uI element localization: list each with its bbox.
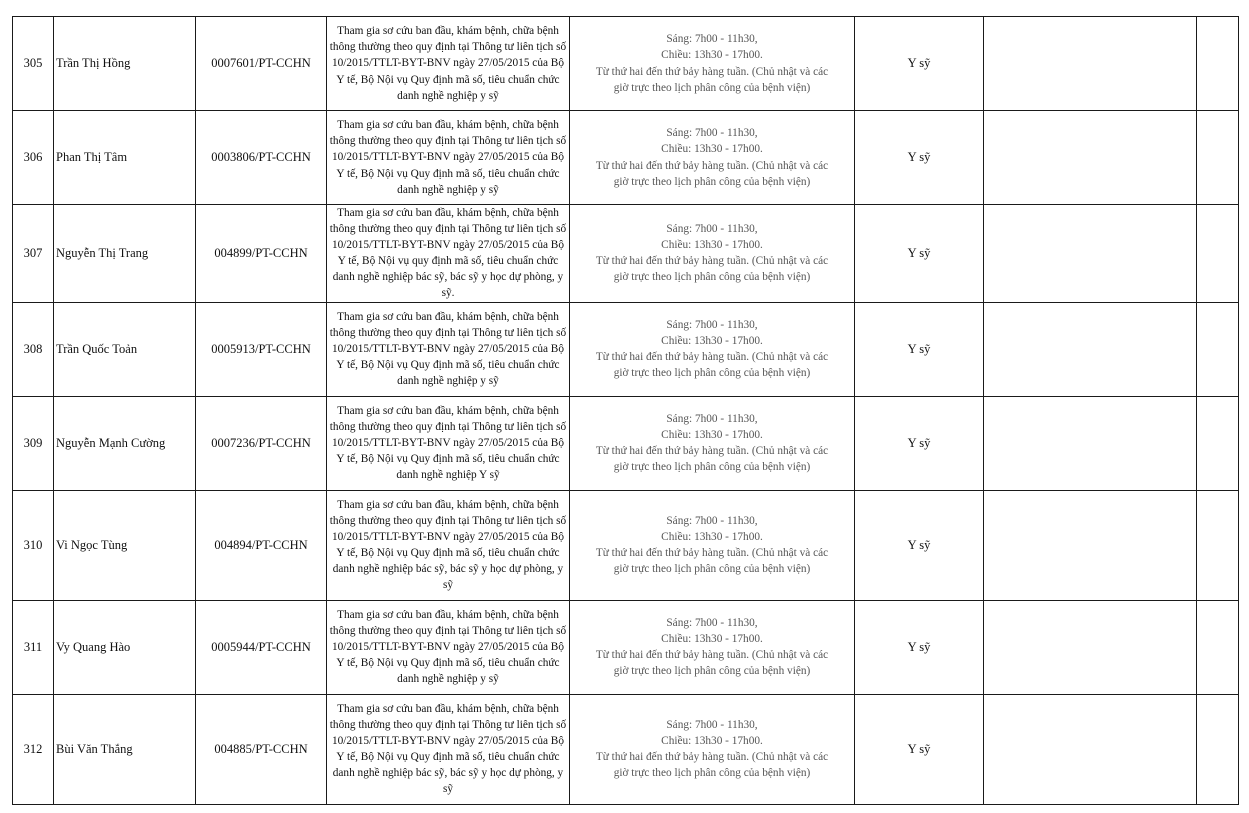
practice-scope-text: Tham gia sơ cứu ban đầu, khám bệnh, chữa bệnh thông thường theo quy định tại Thông tư liên tịch số 10/2015/TTLT-BYT-BNV ngày 27/05/2015 của Bộ Y tế, Bộ Nội vụ Quy định mã số, tiêu chuẩn chức danh nghề nghiệp y sỹ [329, 119, 567, 196]
certificate-number: 004894/PT-CCHN [196, 490, 327, 600]
practice-scope [327, 694, 570, 804]
working-hours-days: Từ thứ hai đến thứ bảy hàng tuần. (Chủ nhật và các [595, 159, 829, 172]
working-hours-morning: Sáng: 7h00 - 11h30, [666, 33, 758, 46]
practice-scope-text: Tham gia sơ cứu ban đầu, khám bệnh, chữa bệnh thông thường theo quy định tại Thông tư liên tịch số 10/2015/TTLT-BYT-BNV ngày 27/05/2015 của Bộ Y tế, Bộ Nội vụ Quy định mã số, tiêu chuẩn chức danh nghề nghiệp Y sỹ [329, 404, 567, 482]
working-hours-note: giờ trực theo lịch phân công của bệnh viện) [613, 175, 811, 188]
certificate-number: 0007601/PT-CCHN [196, 17, 327, 111]
empty-cell [1197, 600, 1239, 694]
practice-scope-text: Tham gia sơ cứu ban đầu, khám bệnh, chữa bệnh thông thường theo quy định tại Thông tư liên tịch số 10/2015/TTLT-BYT-BNV ngày 27/05/2015 của Bộ Y tế, Bộ Nội vụ Quy định mã số, tiêu chuẩn chức danh nghề nghiệp bác sỹ, bác sỹ y học dự phòng, y sỹ [329, 702, 567, 796]
practice-scope [327, 205, 570, 303]
job-title: Y sỹ [855, 17, 984, 111]
working-hours-morning: Sáng: 7h00 - 11h30, [666, 412, 758, 425]
certificate-number: 0003806/PT-CCHN [196, 111, 327, 205]
empty-cell [984, 302, 1197, 396]
practice-scope [327, 490, 570, 600]
row-number: 307 [13, 205, 54, 303]
practice-scope-text: Tham gia sơ cứu ban đầu, khám bệnh, chữa bệnh thông thường theo quy định tại Thông tư liên tịch số 10/2015/TTLT-BYT-BNV ngày 27/05/2015 của Bộ Y tế, Bộ Nội vụ Quy định mã số, tiêu chuẩn chức danh nghề nghiệp y sỹ [329, 608, 567, 686]
empty-cell [984, 490, 1197, 600]
empty-cell [1197, 17, 1239, 111]
empty-cell [984, 396, 1197, 490]
working-hours [570, 111, 855, 205]
working-hours-note: giờ trực theo lịch phân công của bệnh viện) [613, 767, 811, 780]
working-hours-days: Từ thứ hai đến thứ bảy hàng tuần. (Chủ nhật và các [595, 65, 829, 78]
staff-name: Bùi Văn Thắng [54, 694, 196, 804]
empty-cell [1197, 302, 1239, 396]
empty-cell [1197, 205, 1239, 303]
staff-name: Phan Thị Tâm [54, 111, 196, 205]
job-title: Y sỹ [855, 396, 984, 490]
working-hours-days: Từ thứ hai đến thứ bảy hàng tuần. (Chủ nhật và các [595, 751, 829, 764]
working-hours-afternoon: Chiều: 13h30 - 17h00. [661, 239, 763, 252]
job-title: Y sỹ [855, 302, 984, 396]
working-hours-days: Từ thứ hai đến thứ bảy hàng tuần. (Chủ nhật và các [595, 351, 829, 364]
working-hours-afternoon: Chiều: 13h30 - 17h00. [661, 530, 763, 543]
working-hours-morning: Sáng: 7h00 - 11h30, [666, 223, 758, 236]
staff-name: Vi Ngọc Tùng [54, 490, 196, 600]
working-hours-afternoon: Chiều: 13h30 - 17h00. [661, 632, 763, 645]
working-hours-days: Từ thứ hai đến thứ bảy hàng tuần. (Chủ nhật và các [595, 649, 829, 662]
working-hours [570, 396, 855, 490]
table-row [13, 205, 1239, 303]
staff-table [12, 16, 1239, 805]
table-row [13, 396, 1239, 490]
table-row [13, 600, 1239, 694]
working-hours [570, 694, 855, 804]
job-title: Y sỹ [855, 490, 984, 600]
working-hours-days: Từ thứ hai đến thứ bảy hàng tuần. (Chủ nhật và các [595, 255, 829, 268]
working-hours-afternoon: Chiều: 13h30 - 17h00. [661, 428, 763, 441]
working-hours [570, 17, 855, 111]
row-number: 312 [13, 694, 54, 804]
working-hours-afternoon: Chiều: 13h30 - 17h00. [661, 334, 763, 347]
certificate-number: 004885/PT-CCHN [196, 694, 327, 804]
practice-scope [327, 396, 570, 490]
table-row [13, 694, 1239, 804]
table-row [13, 490, 1239, 600]
working-hours-note: giờ trực theo lịch phân công của bệnh viện) [613, 81, 811, 94]
table-row [13, 302, 1239, 396]
working-hours [570, 205, 855, 303]
row-number: 309 [13, 396, 54, 490]
empty-cell [1197, 694, 1239, 804]
job-title: Y sỹ [855, 694, 984, 804]
working-hours [570, 302, 855, 396]
staff-name: Trần Thị Hồng [54, 17, 196, 111]
working-hours-note: giờ trực theo lịch phân công của bệnh viện) [613, 563, 811, 576]
empty-cell [984, 205, 1197, 303]
staff-name: Nguyễn Mạnh Cường [54, 396, 196, 490]
empty-cell [984, 17, 1197, 111]
working-hours [570, 600, 855, 694]
job-title: Y sỹ [855, 600, 984, 694]
empty-cell [984, 111, 1197, 205]
working-hours-morning: Sáng: 7h00 - 11h30, [666, 616, 758, 629]
practice-scope-text: Tham gia sơ cứu ban đầu, khám bệnh, chữa bệnh thông thường theo quy định tại Thông tư liên tịch số 10/2015/TTLT-BYT-BNV ngày 27/05/2015 của Bộ Y tế, Bộ Nội vụ quy định mã số, tiêu chuẩn chức danh nghề nghiệp bác sỹ, bác sỹ y học dự phòng, y sỹ. [329, 207, 567, 300]
practice-scope [327, 17, 570, 111]
job-title: Y sỹ [855, 205, 984, 303]
working-hours-days: Từ thứ hai đến thứ bảy hàng tuần. (Chủ nhật và các [595, 445, 829, 458]
working-hours-note: giờ trực theo lịch phân công của bệnh viện) [613, 665, 811, 678]
empty-cell [984, 694, 1197, 804]
working-hours-note: giờ trực theo lịch phân công của bệnh viện) [613, 367, 811, 380]
working-hours [570, 490, 855, 600]
certificate-number: 0005913/PT-CCHN [196, 302, 327, 396]
staff-name: Nguyễn Thị Trang [54, 205, 196, 303]
working-hours-morning: Sáng: 7h00 - 11h30, [666, 514, 758, 527]
working-hours-note: giờ trực theo lịch phân công của bệnh viện) [613, 461, 811, 474]
empty-cell [984, 600, 1197, 694]
working-hours-morning: Sáng: 7h00 - 11h30, [666, 718, 758, 731]
row-number: 310 [13, 490, 54, 600]
practice-scope-text: Tham gia sơ cứu ban đầu, khám bệnh, chữa bệnh thông thường theo quy định tại Thông tư liên tịch số 10/2015/TTLT-BYT-BNV ngày 27/05/2015 của Bộ Y tế, Bộ Nội vụ Quy định mã số, tiêu chuẩn chức danh nghề nghiệp bác sỹ, bác sỹ y học dự phòng, y sỹ [329, 498, 567, 592]
staff-name: Trần Quốc Toản [54, 302, 196, 396]
table-row [13, 17, 1239, 111]
practice-scope [327, 111, 570, 205]
working-hours-morning: Sáng: 7h00 - 11h30, [666, 318, 758, 331]
certificate-number: 0005944/PT-CCHN [196, 600, 327, 694]
empty-cell [1197, 111, 1239, 205]
staff-name: Vy Quang Hào [54, 600, 196, 694]
working-hours-afternoon: Chiều: 13h30 - 17h00. [661, 49, 763, 62]
empty-cell [1197, 396, 1239, 490]
working-hours-afternoon: Chiều: 13h30 - 17h00. [661, 734, 763, 747]
row-number: 308 [13, 302, 54, 396]
practice-scope-text: Tham gia sơ cứu ban đầu, khám bệnh, chữa bệnh thông thường theo quy định tại Thông tư liên tịch số 10/2015/TTLT-BYT-BNV ngày 27/05/2015 của Bộ Y tế, Bộ Nội vụ Quy định mã số, tiêu chuẩn chức danh nghề nghiệp y sỹ [329, 25, 567, 102]
staff-table-body [13, 17, 1239, 805]
row-number: 305 [13, 17, 54, 111]
table-row [13, 111, 1239, 205]
practice-scope [327, 302, 570, 396]
working-hours-days: Từ thứ hai đến thứ bảy hàng tuần. (Chủ nhật và các [595, 547, 829, 560]
row-number: 306 [13, 111, 54, 205]
working-hours-note: giờ trực theo lịch phân công của bệnh viện) [613, 271, 811, 284]
empty-cell [1197, 490, 1239, 600]
row-number: 311 [13, 600, 54, 694]
practice-scope-text: Tham gia sơ cứu ban đầu, khám bệnh, chữa bệnh thông thường theo quy định tại Thông tư liên tịch số 10/2015/TTLT-BYT-BNV ngày 27/05/2015 của Bộ Y tế, Bộ Nội vụ Quy định mã số, tiêu chuẩn chức danh nghề nghiệp y sỹ [329, 310, 567, 388]
certificate-number: 0007236/PT-CCHN [196, 396, 327, 490]
working-hours-afternoon: Chiều: 13h30 - 17h00. [661, 143, 763, 156]
practice-scope [327, 600, 570, 694]
job-title: Y sỹ [855, 111, 984, 205]
certificate-number: 004899/PT-CCHN [196, 205, 327, 303]
working-hours-morning: Sáng: 7h00 - 11h30, [666, 127, 758, 140]
